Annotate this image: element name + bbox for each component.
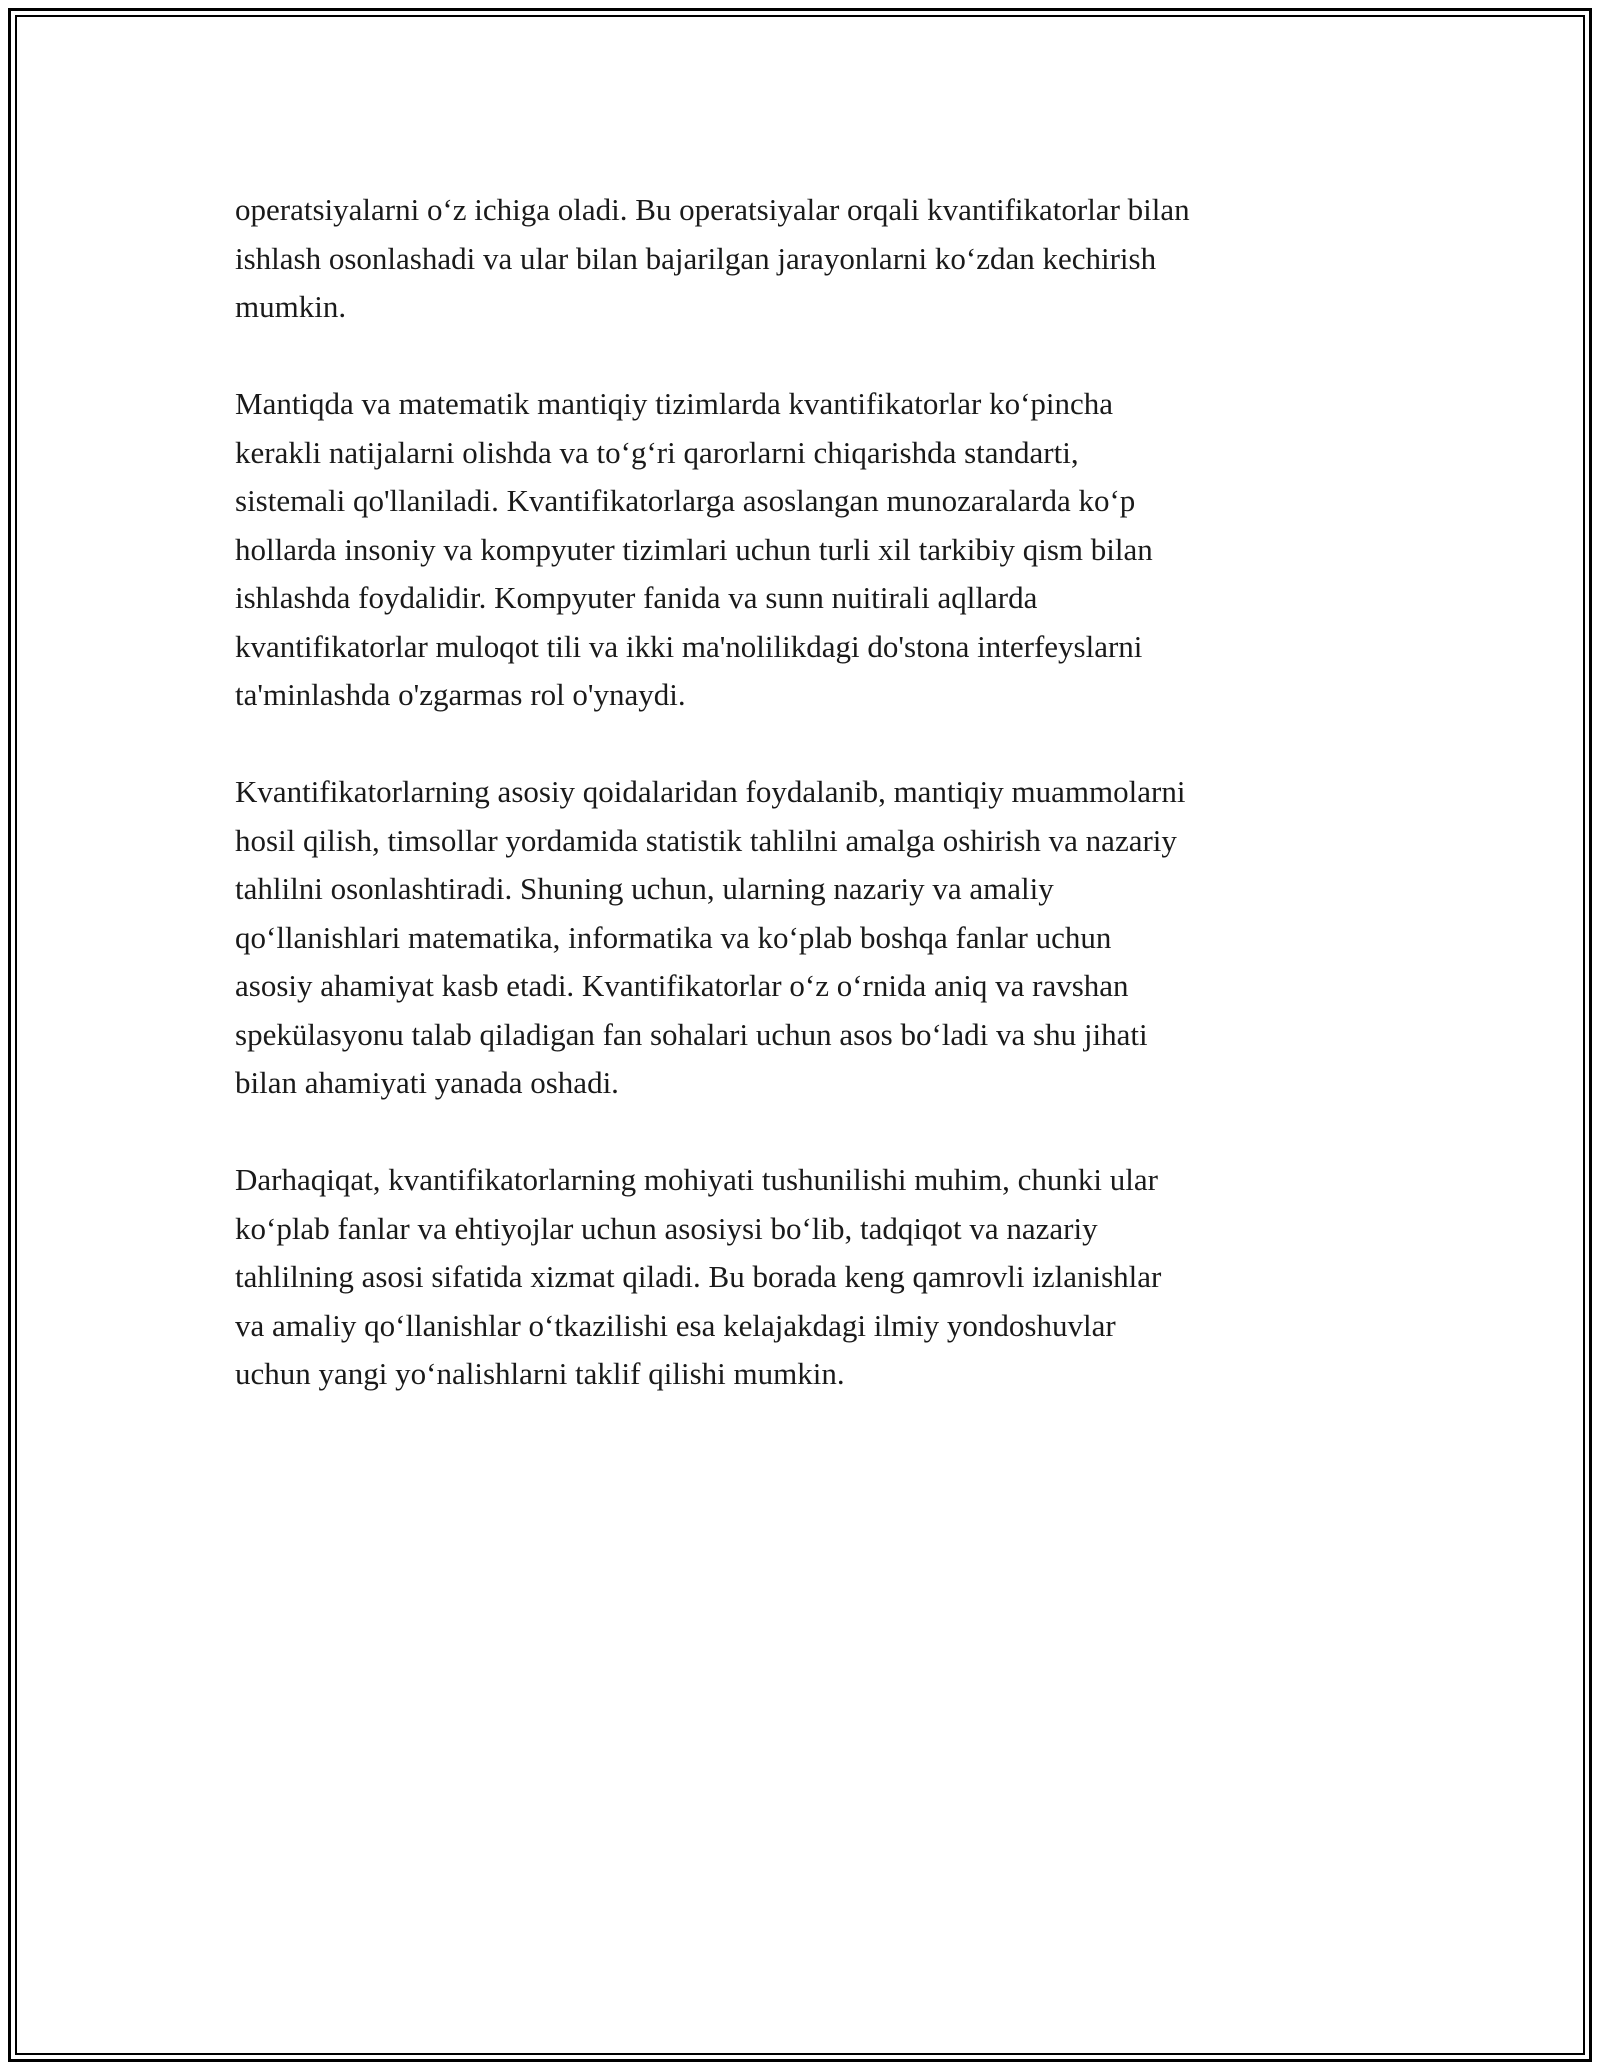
paragraph-4 (235, 1156, 1375, 1399)
text-line: ko‘plab fanlar va ehtiyojlar uchun asosiysi bo‘lib, tadqiqot va nazariy (235, 1210, 1098, 1246)
text-line: asosiy ahamiyat kasb etadi. Kvantifikatorlar o‘z o‘rnida aniq va ravshan (235, 968, 1129, 1003)
text-line: operatsiyalarni o‘z ichiga oladi. Bu operatsiyalar orqali kvantifikatorlar bilan (235, 192, 1190, 227)
text-line: hollarda insoniy va kompyuter tizimlari uchun turli xil tarkibiy qism bilan (235, 531, 1153, 567)
text-line: Darhaqiqat, kvantifikatorlarning mohiyati tushunilishi muhim, chunki ular (235, 1162, 1158, 1197)
text-line: Kvantifikatorlarning asosiy qoidalaridan foydalanib, mantiqiy muammolarni (235, 774, 1186, 809)
text-line: spekülasyonu talab qiladigan fan sohalari uchun asos bo‘ladi va shu jihati (235, 1016, 1148, 1052)
text-line: bilan ahamiyati yanada oshadi. (235, 1065, 619, 1100)
text-line: kerakli natijalarni olishda va to‘g‘ri qarorlarni chiqarishda standarti, (235, 434, 1079, 470)
document-body (235, 186, 1375, 1447)
text-line: Mantiqda va matematik mantiqiy tizimlarda kvantifikatorlar ko‘pincha (235, 386, 1114, 421)
paragraph-3 (235, 768, 1375, 1108)
text-line: uchun yangi yo‘nalishlarni taklif qilishi mumkin. (235, 1356, 845, 1391)
text-line: sistemali qo'llaniladi. Kvantifikatorlarga asoslangan munozaralarda ko‘p (235, 483, 1136, 518)
text-line: hosil qilish, timsollar yordamida statistik tahlilni amalga oshirish va nazariy (235, 822, 1177, 858)
text-line: qo‘llanishlari matematika, informatika va ko‘plab boshqa fanlar uchun (235, 919, 1112, 955)
text-line: ta'minlashda o'zgarmas rol o'ynaydi. (235, 677, 686, 712)
paragraph-2 (235, 380, 1375, 720)
text-line: ishlash osonlashadi va ular bilan bajarilgan jarayonlarni ko‘zdan kechirish (235, 240, 1157, 276)
text-line: tahlilning asosi sifatida xizmat qiladi. Bu borada keng qamrovli izlanishlar (235, 1259, 1162, 1294)
text-line: va amaliy qo‘llanishlar o‘tkazilishi esa kelajakdagi ilmiy yondoshuvlar (235, 1307, 1116, 1343)
text-line: ishlashda foydalidir. Kompyuter fanida va sunn nuitirali aqllarda (235, 580, 1038, 615)
paragraph-1 (235, 186, 1375, 332)
text-line: tahlilni osonlashtiradi. Shuning uchun, ularning nazariy va amaliy (235, 871, 1054, 906)
text-line: kvantifikatorlar muloqot tili va ikki ma'nolilikdagi do'stona interfeyslarni (235, 628, 1143, 664)
text-line: mumkin. (235, 289, 347, 324)
